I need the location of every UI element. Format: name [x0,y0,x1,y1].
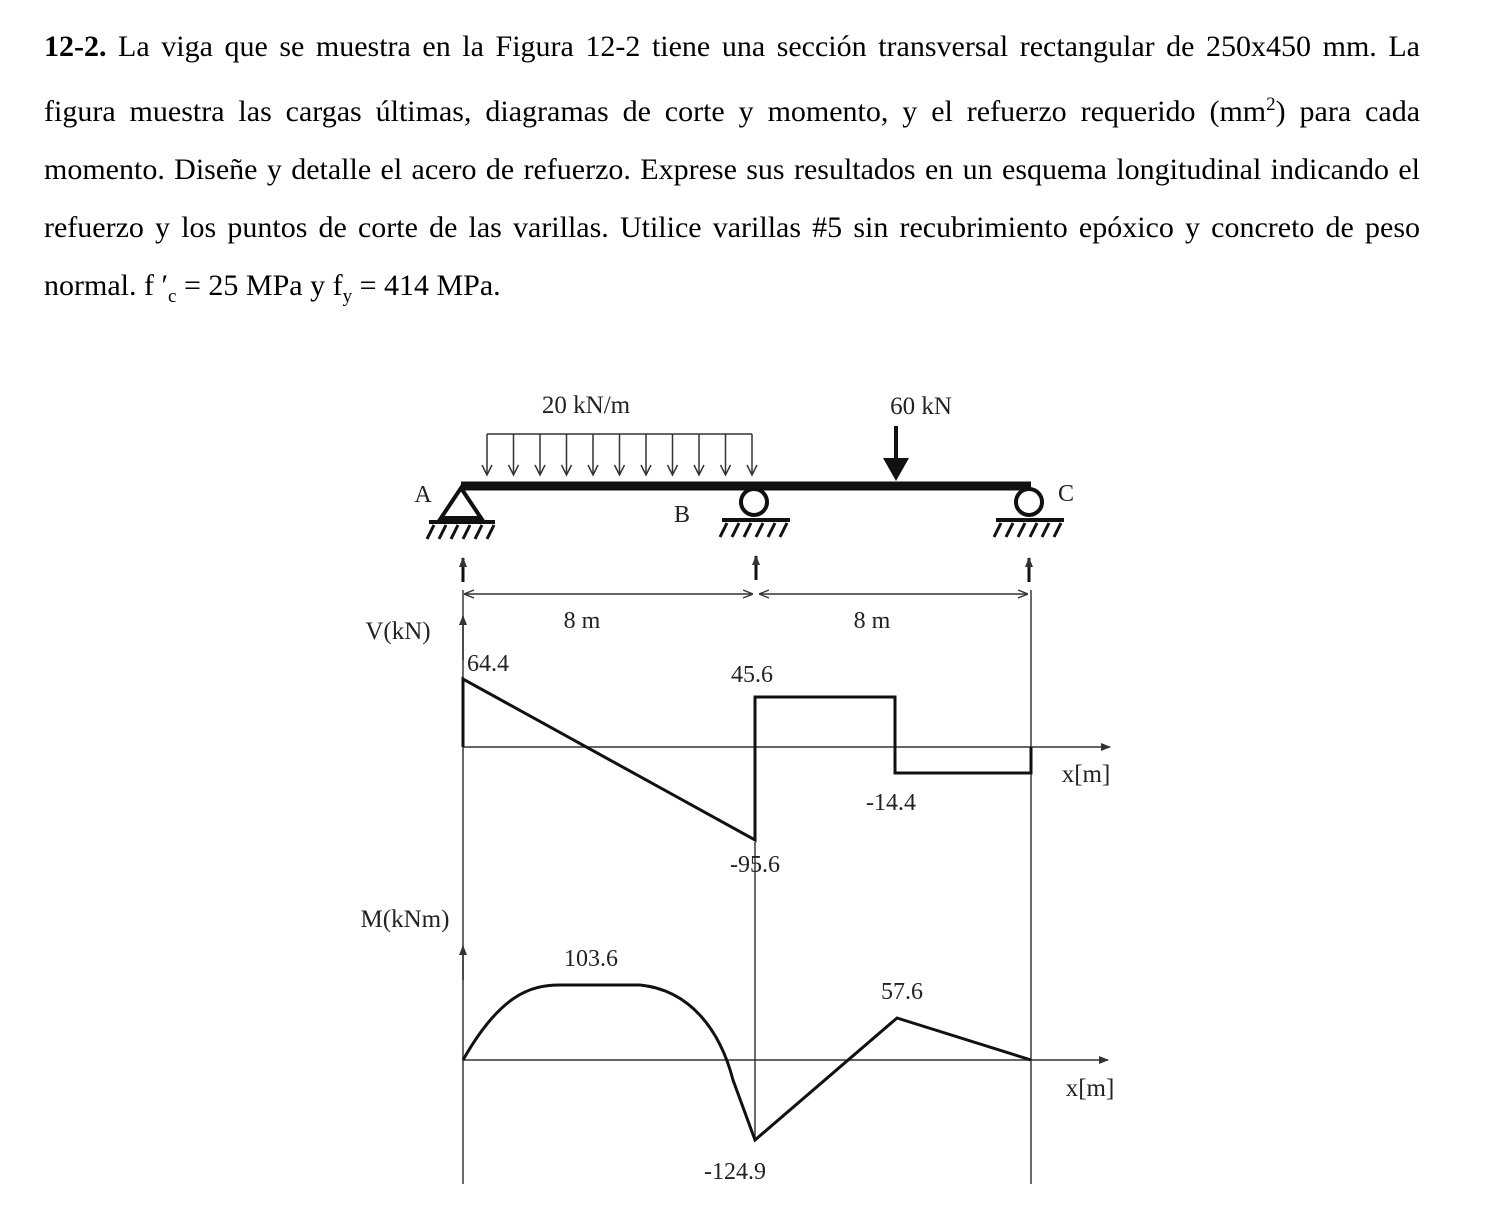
problem-text-4: = 414 MPa. [352,269,501,302]
subscript-c: c [168,286,177,307]
problem-number: 12-2. [44,30,107,63]
support-b-label: B [673,502,691,528]
subscript-y: y [342,286,353,307]
support-b-roller [720,489,790,537]
distributed-load-arrows [482,434,757,475]
shear-value-b-right: 45.6 [731,662,773,688]
shear-value-a: 64.4 [467,651,509,677]
span-ab-label: 8 m [563,608,601,634]
moment-x-label: x[m] [1065,1075,1115,1102]
shear-x-label: x[m] [1061,761,1111,788]
point-load-arrow [883,426,909,481]
point-load-label: 60 kN [890,393,952,420]
shear-value-b-left: -95.6 [730,852,780,878]
span-bc-label: 8 m [853,608,891,634]
moment-value-pos1: 103.6 [564,946,618,972]
shear-value-load: -14.4 [866,790,916,816]
shear-axis-label: V(kN) [365,618,431,645]
reaction-arrows [463,556,1029,582]
moment-diagram [463,985,1031,1140]
problem-text-3: = 25 MPa y f [176,269,343,302]
support-a-label: A [414,482,432,508]
shear-diagram [463,679,1031,840]
support-a-pin [427,488,495,539]
superscript-2: 2 [1266,94,1276,115]
support-c-label: C [1057,481,1075,507]
problem-text-2: ) para cada momento. Diseñe y detalle el acero de refuerzo. Exprese sus resultados en un esquema longitudinal indicando el refuerzo y los puntos de corte de las varillas. Utilice varillas #5 sin recubrimiento epóxico y concreto de peso normal. f ′ [44,95,1421,302]
distributed-load-label: 20 kN/m [541,392,631,419]
support-c-roller [994,489,1064,537]
problem-text-1: La viga que se muestra en la Figura 12-2 tiene una sección transversal rectangular de 250x450 mm. La figura muestra las cargas últimas, diagramas de corte y momento, y el refuerzo requerido (mm [44,30,1420,128]
distributed-load [482,434,757,475]
moment-axis-label: M(kNm) [360,906,450,933]
moment-value-pos2: 57.6 [881,979,923,1005]
moment-value-neg: -124.9 [704,1159,766,1185]
